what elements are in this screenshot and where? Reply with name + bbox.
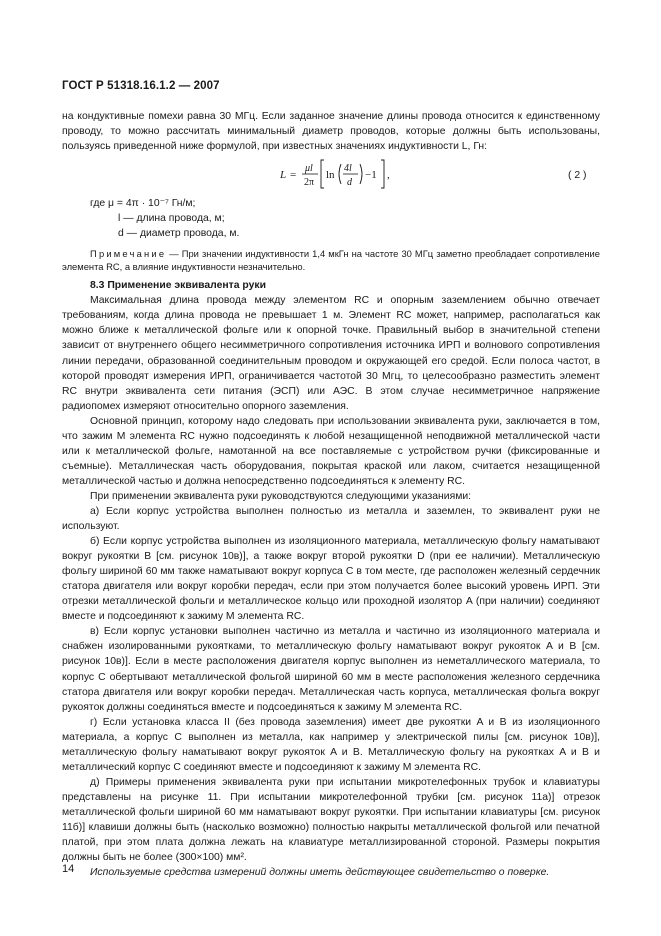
document-body <box>62 109 600 880</box>
where-line-1: где μ = 4π · 10⁻⁷ Гн/м; <box>90 198 196 210</box>
paragraph: Максимальная длина провода между элементом RC и опорным заземлением обычно отвечает требованиям, когда длина провода не превышает 1 м. Элемент RC может, например, располагаться как можно ближе к металлической фольге или к опорной точке. Правильный выбор в значительной степени зависит от внутреннего общего несимметричного сопротивления источника ИРП и волнового сопротивления линии передачи, образованной соединительным проводом и окружающей его средой. Если полоса частот, в которой проводят измерения ИРП, ограничивается частотой 30 Мгц, то целесообразно разместить элемент RC внутри эквивалента сети питания (ЭСП) или АЭС. В этом случае несимметричное напряжение радиопомех измеряют относительно опорного заземления. <box>62 295 600 412</box>
formula-frac-num: 4l <box>344 163 352 175</box>
formula-eq: = <box>290 169 297 182</box>
formula-block <box>62 154 600 196</box>
list-item-v: в) Если корпус установки выполнен частично из металла и частично из изоляционного материала и снабжен изолированными рукоятками, то металлическую фольгу наматывают вокруг рукояток A и B [см. рисунок 10в)]. Если в месте расположения двигателя корпус выполнен из неметаллического материала, то корпус C обертывают металлической фольгой шириной 60 мм в месте расположения железного сердечника статора двигателя или вокруг коробки передач. Металлическая часть корпуса, металлическая фольга вокруг рукояток должны соединяться вместе и подсоединяться к зажиму M элемента RC. <box>62 626 600 713</box>
where-line-3: d — диаметр провода, м. <box>118 228 240 240</box>
paragraph: Основной принцип, которому надо следовать при использовании эквивалента руки, заключается в том, что зажим М элемента RC нужно подсоединять к любой незащищенной неподвижной металлической части или к металлической фольге, намотанной на все поставляемые с устройством ручки (фиксированные и съемные). Металлическая часть оборудования, покрытая краской или лаком, считается незащищенной металлической частью и должна непосредственно подсоединяться к элементу RC. <box>62 415 600 487</box>
final-paragraph: Используемые средства измерений должны иметь действующее свидетельство о поверке. <box>90 867 550 879</box>
formula-ln: ln <box>326 169 335 182</box>
where-line-2: l — длина провода, м; <box>118 213 225 225</box>
formula-num: μl <box>305 163 313 175</box>
inductance-formula <box>62 154 600 196</box>
note-label: Примечание <box>90 248 167 260</box>
list-item-g: г) Если установка класса II (без провода заземления) имеет две рукоятки A и B из изоляционного материала, а корпус C выполнен из металла, как например у электрической пилы [см. рисунок 10в)], металлическую фольгу наматывают вокруг рукояток A и B. Металлическую фольгу на рукоятках A и B и металлический корпус C соединяют вместе и подсоединяют к зажиму M элемента RC. <box>62 716 600 773</box>
intro-paragraph: на кондуктивные помехи равна 30 МГц. Если заданное значение длины провода относится к единственному проводу, то можно рассчитать минимальный диаметр проводов, которые должны быть использованы, пользуясь приведенной ниже формулой, при известных значениях индуктивности L, Гн: <box>62 111 600 153</box>
list-item-a: а) Если корпус устройства выполнен полностью из металла и заземлен, то эквивалент руки не используют. <box>62 505 600 533</box>
formula-den: 2π <box>304 177 315 189</box>
note-paragraph <box>62 247 600 273</box>
formula-frac-den: d <box>347 177 352 189</box>
formula-comma: , <box>387 169 390 182</box>
note-text: — При значении индуктивности 1,4 мкГн на частоте 30 МГц заметно преобладает сопротивление элемента RC, а влияние индуктивности незначительно. <box>62 248 600 273</box>
paragraph: При применении эквивалента руки руководствуются следующими указаниями: <box>90 490 472 502</box>
formula-lhs: L <box>280 169 287 182</box>
page-number: 14 <box>62 863 75 875</box>
page-header: ГОСТ Р 51318.16.1.2 — 2007 <box>62 80 220 92</box>
section-heading: 8.3 Применение эквивалента руки <box>90 280 266 292</box>
list-item-d: д) Примеры применения эквивалента руки при испытании микротелефонных трубок и клавиатуры представлены на рисунке 11. При испытании микротелефонной трубки [см. рисунок 11а)] отрезок металлической фольги шириной 60 мм наматывают вокруг рукоятки. При испытании клавиатуры [см. рисунок 11б)] клавиши должны быть (насколько возможно) полностью накрыты металлической фольгой или печатной платой, при этом плата должна лежать на клавиатуре металлизированной стороной. Размеры покрытия должны быть не более (300×100) мм². <box>62 776 600 864</box>
formula-minus-one: −1 <box>365 169 377 182</box>
formula-number: ( 2 ) <box>568 170 587 182</box>
list-item-b: б) Если корпус устройства выполнен из изоляционного материала, металлическую фольгу наматывают вокруг рукоятки B [см. рисунок 10в)], а также вокруг второй рукоятки D (при ее наличии). Металлическую фольгу шириной 60 мм также наматывают вокруг корпуса C в том месте, где расположен железный сердечник статора двигателя или вокруг коробки передач, если при этом получается более высокий уровень ИРП. Эти отрезки металлической фольги и металлическое кольцо или проходной изолятор A (при наличии) соединяют вместе и подсоединяют к зажиму M элемента RC. <box>62 536 600 623</box>
